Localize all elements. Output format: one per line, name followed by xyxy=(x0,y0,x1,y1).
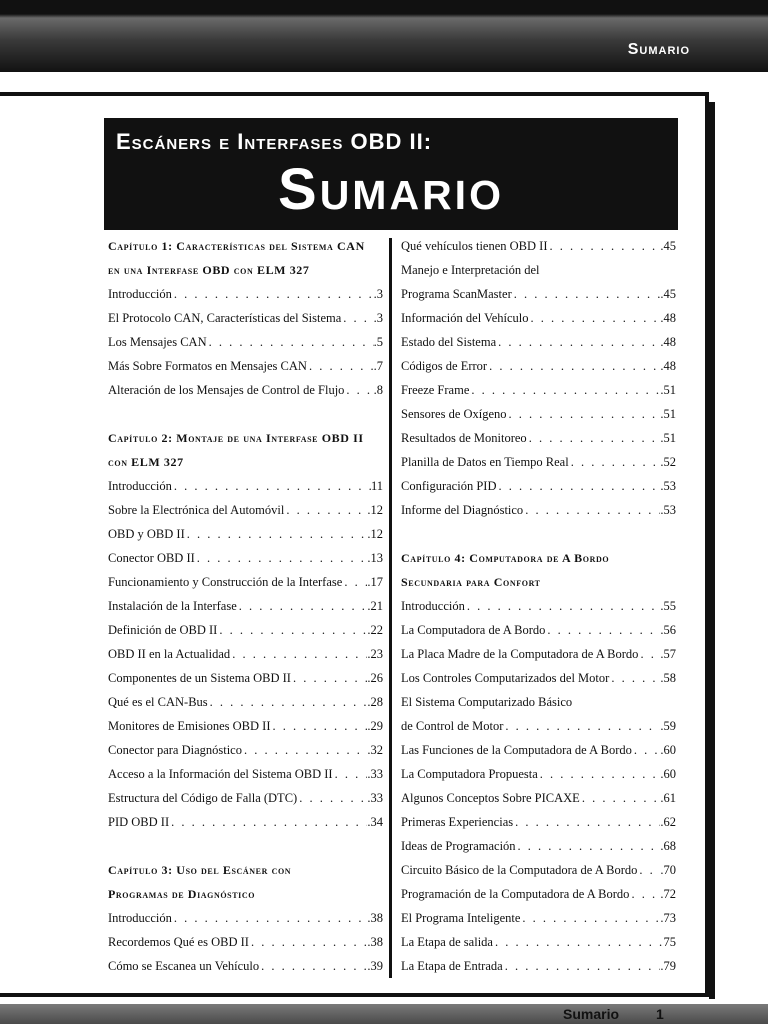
chapter-heading-text: Capítulo 2: Montaje de una Interfase OBD II xyxy=(108,431,364,445)
toc-entry-title: Información del Vehículo xyxy=(401,311,529,325)
dot-leader xyxy=(195,546,368,570)
dot-leader xyxy=(580,786,661,810)
toc-entry xyxy=(108,906,383,930)
toc-entry-title: Monitores de Emisiones OBD II xyxy=(108,719,271,733)
toc-entry-title: OBD y OBD II xyxy=(108,527,185,541)
dot-leader xyxy=(487,354,660,378)
toc-entry xyxy=(401,474,676,498)
toc-entry xyxy=(108,930,383,954)
toc-entry-title: Los Mensajes CAN xyxy=(108,335,207,349)
top-banner xyxy=(0,0,768,72)
chapter-heading-text: con ELM 327 xyxy=(108,455,184,469)
toc-entry-page: .51 xyxy=(660,407,676,421)
chapter-heading-text: en una Interfase OBD con ELM 327 xyxy=(108,263,310,277)
dot-leader xyxy=(512,282,661,306)
toc-entry xyxy=(401,594,676,618)
dot-leader xyxy=(169,810,367,834)
toc-entry-page: .51 xyxy=(660,383,676,397)
dot-leader xyxy=(545,618,660,642)
chapter-heading-text: Secundaria para Confort xyxy=(401,575,541,589)
toc-entry-page: .79 xyxy=(660,959,676,973)
toc-entry-title: Funcionamiento y Construcción de la Interfase xyxy=(108,575,343,589)
toc-entry-title: Alteración de los Mensajes de Control de Flujo xyxy=(108,383,345,397)
dot-leader xyxy=(503,954,661,978)
toc-entry-title: La Etapa de salida xyxy=(401,935,493,949)
dot-leader xyxy=(520,906,660,930)
toc-entry-page: .39 xyxy=(367,959,383,973)
toc-entry-page: .12 xyxy=(367,527,383,541)
toc-entry-page: .59 xyxy=(660,719,676,733)
toc-entry xyxy=(108,306,383,330)
toc-entry-title: Estado del Sistema xyxy=(401,335,497,349)
toc-entry-page: .48 xyxy=(660,335,676,349)
chapter-heading xyxy=(401,570,676,594)
toc-entry-title: Conector para Diagnóstico xyxy=(108,743,242,757)
toc-entry xyxy=(401,762,676,786)
toc-entry-title: Programa ScanMaster xyxy=(401,287,512,301)
toc-entry-title: Manejo e Interpretación del xyxy=(401,263,540,277)
toc-entry-page: .13 xyxy=(367,551,383,565)
toc-entry xyxy=(401,930,676,954)
toc-entry-title: Acceso a la Información del Sistema OBD II xyxy=(108,767,333,781)
book-subtitle: Escáners e Interfases OBD II: xyxy=(116,129,433,154)
toc-entry-page: .61 xyxy=(660,791,676,805)
toc-entry-title: Sobre la Electrónica del Automóvil xyxy=(108,503,285,517)
toc-entry-page: .68 xyxy=(660,839,676,853)
toc-entry-page: .34 xyxy=(367,815,383,829)
dot-leader xyxy=(217,618,367,642)
toc-entry-title: Instalación de la Interfase xyxy=(108,599,237,613)
dot-leader xyxy=(172,906,368,930)
dot-leader xyxy=(249,930,367,954)
toc-entry-title: La Computadora de A Bordo xyxy=(401,623,546,637)
toc-entry xyxy=(401,330,676,354)
toc-entry-page: .38 xyxy=(367,935,383,949)
chapter-heading-text: Programas de Diagnóstico xyxy=(108,887,256,901)
toc-entry-page: .32 xyxy=(367,743,383,757)
toc-entry xyxy=(108,474,383,498)
dot-leader xyxy=(207,330,374,354)
toc-entry xyxy=(401,402,676,426)
toc-entry-title: Qué es el CAN-Bus xyxy=(108,695,208,709)
dot-leader xyxy=(548,234,661,258)
dot-leader xyxy=(638,642,660,666)
toc-entry-page: .48 xyxy=(660,359,676,373)
toc-entry-title: Algunos Conceptos Sobre PICAXE xyxy=(401,791,580,805)
chapter-heading xyxy=(108,858,383,882)
toc-entry-page: .17 xyxy=(367,575,383,589)
toc-entry xyxy=(108,954,383,978)
toc-entry xyxy=(108,354,383,378)
toc-entry-title: Resultados de Monitoreo xyxy=(401,431,527,445)
toc-entry xyxy=(108,666,383,690)
toc-entry-page: .70 xyxy=(660,863,676,877)
toc-entry xyxy=(108,330,383,354)
toc-entry xyxy=(401,426,676,450)
dot-leader xyxy=(516,834,661,858)
toc-entry xyxy=(401,858,676,882)
toc-entry-page: .60 xyxy=(660,767,676,781)
dot-leader xyxy=(185,522,368,546)
toc-entry-title: Configuración PID xyxy=(401,479,497,493)
dot-leader xyxy=(609,666,660,690)
toc-entry-page: .7 xyxy=(373,359,383,373)
toc-entry-page: .53 xyxy=(660,479,676,493)
dot-leader xyxy=(172,282,374,306)
toc-entry-page: .26 xyxy=(367,671,383,685)
toc-entry xyxy=(108,762,383,786)
toc-entry xyxy=(401,882,676,906)
toc-entry-title: OBD II en la Actualidad xyxy=(108,647,231,661)
toc-entry-title: El Programa Inteligente xyxy=(401,911,521,925)
toc-entry-page: 75 xyxy=(663,935,676,949)
toc-entry xyxy=(401,282,676,306)
toc-entry xyxy=(401,954,676,978)
toc-entry xyxy=(108,498,383,522)
toc-entry xyxy=(401,450,676,474)
toc-entry-title: Los Controles Computarizados del Motor xyxy=(401,671,610,685)
toc-entry-page: 11 xyxy=(370,479,383,493)
toc-entry-title: Más Sobre Formatos en Mensajes CAN xyxy=(108,359,307,373)
toc-entry-title: de Control de Motor xyxy=(401,719,504,733)
toc-entry-page: .28 xyxy=(367,695,383,709)
toc-entry-page: .12 xyxy=(367,503,383,517)
dot-leader xyxy=(513,810,660,834)
toc-entry xyxy=(108,786,383,810)
toc-entry xyxy=(401,234,676,258)
toc-entry xyxy=(108,738,383,762)
dot-leader xyxy=(242,738,367,762)
dot-leader xyxy=(297,786,367,810)
dot-leader xyxy=(307,354,374,378)
toc-entry xyxy=(401,378,676,402)
toc-entry xyxy=(108,378,383,402)
toc-entry-page: .33 xyxy=(367,767,383,781)
toc-entry xyxy=(401,354,676,378)
toc-entry xyxy=(108,642,383,666)
toc-entry-title: Códigos de Error xyxy=(401,359,488,373)
toc-entry xyxy=(401,906,676,930)
toc-entry-title: Introducción xyxy=(108,287,172,301)
toc-entry xyxy=(401,618,676,642)
toc-entry-page: .22 xyxy=(367,623,383,637)
toc-entry xyxy=(401,810,676,834)
dot-leader xyxy=(496,474,660,498)
toc-entry xyxy=(401,786,676,810)
dot-leader xyxy=(503,714,660,738)
toc-entry-page: .56 xyxy=(660,623,676,637)
toc-entry xyxy=(401,834,676,858)
toc-entry-title: El Protocolo CAN, Características del Sistema xyxy=(108,311,342,325)
toc-entry xyxy=(401,306,676,330)
toc-entry-title: Freeze Frame xyxy=(401,383,470,397)
toc-entry-title: Planilla de Datos en Tiempo Real xyxy=(401,455,569,469)
column-divider xyxy=(389,238,392,978)
dot-leader xyxy=(259,954,367,978)
dot-leader xyxy=(465,594,661,618)
toc-entry-page: .48 xyxy=(660,311,676,325)
section-label: Sumario xyxy=(627,41,690,58)
toc-entry-title: El Sistema Computarizado Básico xyxy=(401,695,573,709)
page-number: 1 xyxy=(656,1006,664,1022)
toc-entry-title: Estructura del Código de Falla (DTC) xyxy=(108,791,298,805)
toc-entry-title: Programación de la Computadora de A Bordo xyxy=(401,887,630,901)
toc-entry-title: Ideas de Programación xyxy=(401,839,516,853)
dot-leader xyxy=(208,690,368,714)
dot-leader xyxy=(529,306,661,330)
toc-entry-title: Recordemos Qué es OBD II xyxy=(108,935,249,949)
toc-entry-title: Definición de OBD II xyxy=(108,623,218,637)
dot-leader xyxy=(237,594,368,618)
dot-leader xyxy=(632,738,661,762)
toc-entry-title: La Computadora Propuesta xyxy=(401,767,538,781)
toc-entry-title: Las Funciones de la Computadora de A Bordo xyxy=(401,743,632,757)
spacer xyxy=(108,834,383,858)
toc-entry xyxy=(401,498,676,522)
toc-entry xyxy=(108,522,383,546)
dot-leader xyxy=(507,402,661,426)
dot-leader xyxy=(523,498,660,522)
toc-entry-page: .62 xyxy=(660,815,676,829)
toc-entry xyxy=(108,594,383,618)
dot-leader xyxy=(496,330,660,354)
toc-entry-page: .60 xyxy=(660,743,676,757)
dot-leader xyxy=(538,762,661,786)
toc-entry-title: Primeras Experiencias xyxy=(401,815,514,829)
dot-leader xyxy=(469,378,660,402)
footer-title: Sumario xyxy=(563,1006,620,1022)
toc-entry-title: Qué vehículos tienen OBD II xyxy=(401,239,548,253)
toc-entry xyxy=(108,690,383,714)
page-title: Sumario xyxy=(278,157,504,222)
dot-leader xyxy=(629,882,660,906)
dot-leader xyxy=(342,570,367,594)
chapter-heading-text: Capítulo 3: Uso del Escáner con xyxy=(108,863,292,877)
dot-leader xyxy=(291,666,367,690)
toc-entry-page: .29 xyxy=(367,719,383,733)
chapter-heading xyxy=(401,546,676,570)
dot-leader xyxy=(527,426,661,450)
dot-leader xyxy=(493,930,664,954)
toc-entry xyxy=(108,546,383,570)
toc-entry-title: La Placa Madre de la Computadora de A Bordo xyxy=(401,647,639,661)
footer-bar xyxy=(0,1004,768,1024)
toc-entry xyxy=(401,666,676,690)
toc-entry-title: Circuito Básico de la Computadora de A Bordo xyxy=(401,863,638,877)
toc-entry-page: .51 xyxy=(660,431,676,445)
toc-entry-page: .45 xyxy=(660,239,676,253)
toc-entry-page: .58 xyxy=(660,671,676,685)
toc-entry-title: Componentes de un Sistema OBD II xyxy=(108,671,291,685)
dot-leader xyxy=(341,306,373,330)
chapter-heading xyxy=(108,234,383,258)
dot-leader xyxy=(172,474,371,498)
toc-entry-title: Introducción xyxy=(108,479,172,493)
toc-entry-title: Introducción xyxy=(108,911,172,925)
toc-entry-page: .73 xyxy=(660,911,676,925)
toc-entry xyxy=(108,714,383,738)
toc-entry-page: .3 xyxy=(373,287,383,301)
toc-entry-title: PID OBD II xyxy=(108,815,170,829)
toc-entry xyxy=(108,618,383,642)
toc-entry-page: .55 xyxy=(660,599,676,613)
toc-left-column xyxy=(108,234,383,978)
spacer xyxy=(108,402,383,426)
toc-entry xyxy=(401,258,676,282)
dot-leader xyxy=(230,642,367,666)
toc-entry-title: Sensores de Oxígeno xyxy=(401,407,507,421)
toc-entry-title: Cómo se Escanea un Vehículo xyxy=(108,959,260,973)
toc-entry-page: .33 xyxy=(367,791,383,805)
chapter-heading xyxy=(108,882,383,906)
toc-entry-page: .8 xyxy=(373,383,383,397)
toc-entry-page: .38 xyxy=(367,911,383,925)
dot-leader xyxy=(333,762,368,786)
dot-leader xyxy=(637,858,660,882)
spacer xyxy=(401,522,676,546)
toc-entry-page: .53 xyxy=(660,503,676,517)
toc-entry-page: .57 xyxy=(660,647,676,661)
toc-entry xyxy=(401,714,676,738)
chapter-heading-text: Capítulo 1: Características del Sistema CAN xyxy=(108,239,365,253)
chapter-heading xyxy=(108,450,383,474)
toc-entry-page: .45 xyxy=(660,287,676,301)
toc-entry xyxy=(401,642,676,666)
toc-entry-title: Informe del Diagnóstico xyxy=(401,503,524,517)
chapter-heading-text: Capítulo 4: Computadora de A Bordo xyxy=(401,551,610,565)
title-block xyxy=(104,118,678,230)
toc-right-column xyxy=(401,234,676,978)
dot-leader xyxy=(270,714,367,738)
toc-entry-page: .5 xyxy=(373,335,383,349)
toc-entry-page: .23 xyxy=(367,647,383,661)
toc-entry-page: .52 xyxy=(660,455,676,469)
toc-entry-title: Introducción xyxy=(401,599,465,613)
toc-entry-page: .21 xyxy=(367,599,383,613)
toc-entry xyxy=(401,738,676,762)
dot-leader xyxy=(569,450,661,474)
toc-entry xyxy=(108,810,383,834)
toc-entry xyxy=(108,570,383,594)
toc-entry xyxy=(108,282,383,306)
toc-entry xyxy=(401,690,676,714)
dot-leader xyxy=(344,378,373,402)
chapter-heading xyxy=(108,258,383,282)
toc-entry-page: .72 xyxy=(660,887,676,901)
toc-entry-page: .3 xyxy=(373,311,383,325)
chapter-heading xyxy=(108,426,383,450)
toc-entry-title: Conector OBD II xyxy=(108,551,195,565)
dot-leader xyxy=(284,498,367,522)
toc-entry-title: La Etapa de Entrada xyxy=(401,959,503,973)
